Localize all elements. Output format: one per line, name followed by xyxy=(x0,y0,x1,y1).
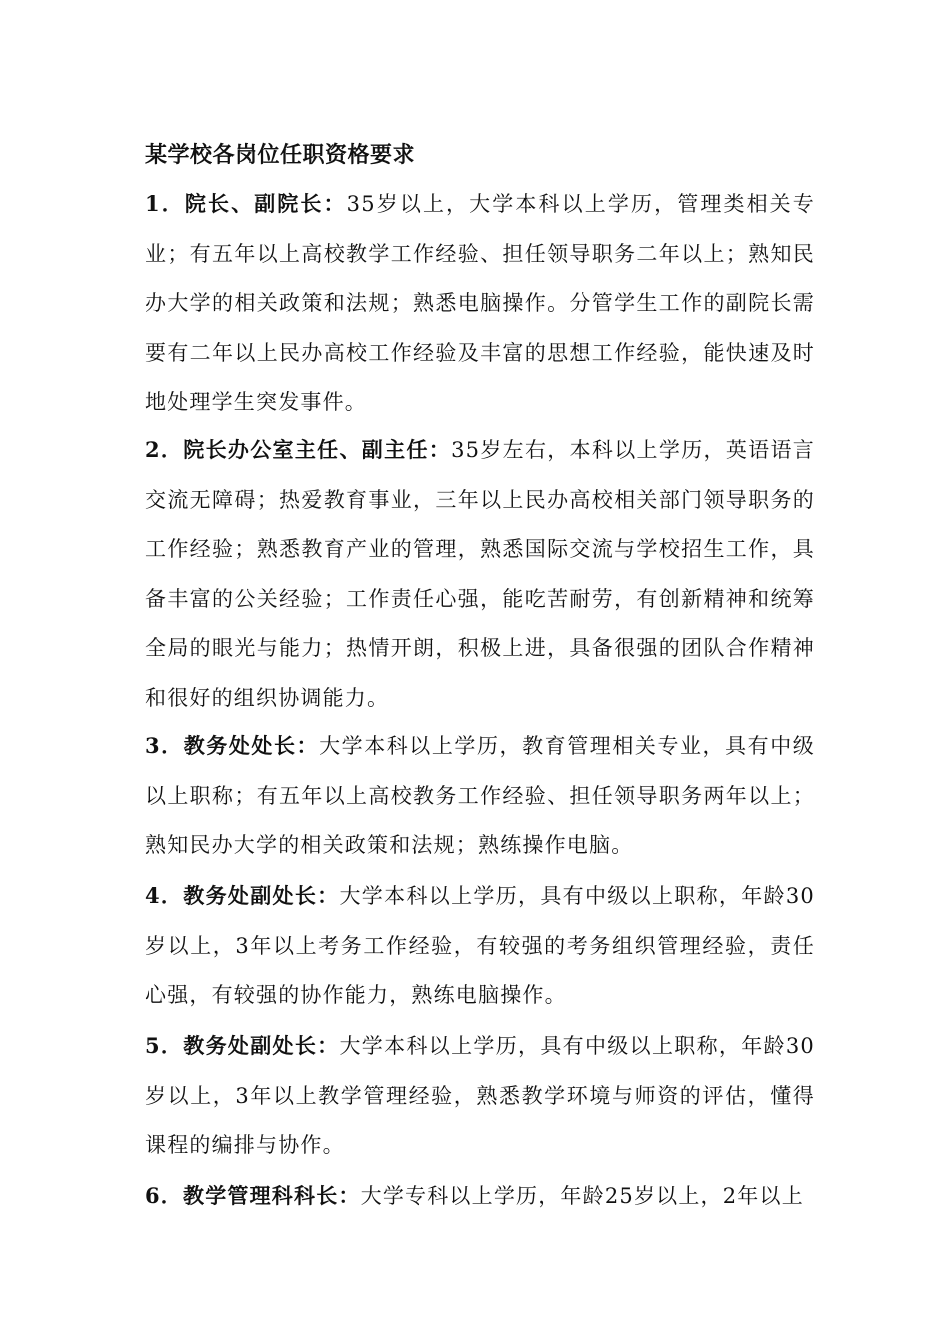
section-1 xyxy=(145,179,815,428)
section-text: 大学本科以上学历，教育管理相关专业，具有中级以上职称；有五年以上高校教务工作经验、担任领导职务两年以上；熟知民办大学的相关政策和法规；熟练操作电脑。 xyxy=(145,734,815,857)
section-text: 大学专科以上学历，年龄25岁以上，2年以上 xyxy=(360,1184,804,1208)
section-label: 3．教务处处长： xyxy=(145,733,320,758)
section-label: 6．教学管理科科长： xyxy=(145,1183,361,1208)
section-label: 2．院长办公室主任、副主任： xyxy=(145,437,452,462)
section-label: 5．教务处副处长： xyxy=(145,1033,340,1058)
section-text: 大学本科以上学历，具有中级以上职称，年龄30岁以上，3年以上教学管理经验，熟悉教学环境与师资的评估，懂得课程的编排与协作。 xyxy=(145,1034,815,1157)
section-label: 4．教务处副处长： xyxy=(145,883,340,908)
section-4 xyxy=(145,871,815,1021)
section-3 xyxy=(145,721,815,871)
section-text: 大学本科以上学历，具有中级以上职称，年龄30岁以上，3年以上考务工作经验，有较强的考务组织管理经验，责任心强，有较强的协作能力，熟练电脑操作。 xyxy=(145,884,815,1007)
section-2 xyxy=(145,425,815,723)
section-text: 35岁左右，本科以上学历，英语语言交流无障碍；热爱教育事业，三年以上民办高校相关部门领导职务的工作经验；熟悉教育产业的管理，熟悉国际交流与学校招生工作，具备丰富的公关经验；工作责任心强，能吃苦耐劳，有创新精神和统筹全局的眼光与能力；热情开朗，积极上进，具备很强的团队合作精神和很好的组织协调能力。 xyxy=(145,438,815,710)
section-5 xyxy=(145,1021,815,1171)
section-6 xyxy=(145,1171,815,1222)
document-title: 某学校各岗位任职资格要求 xyxy=(145,142,416,168)
section-text: 35岁以上，大学本科以上学历，管理类相关专业；有五年以上高校教学工作经验、担任领导职务二年以上；熟知民办大学的相关政策和法规；熟悉电脑操作。分管学生工作的副院长需要有二年以上民办高校工作经验及丰富的思想工作经验，能快速及时地处理学生突发事件。 xyxy=(145,192,816,414)
section-label: 1．院长、副院长： xyxy=(145,191,347,216)
